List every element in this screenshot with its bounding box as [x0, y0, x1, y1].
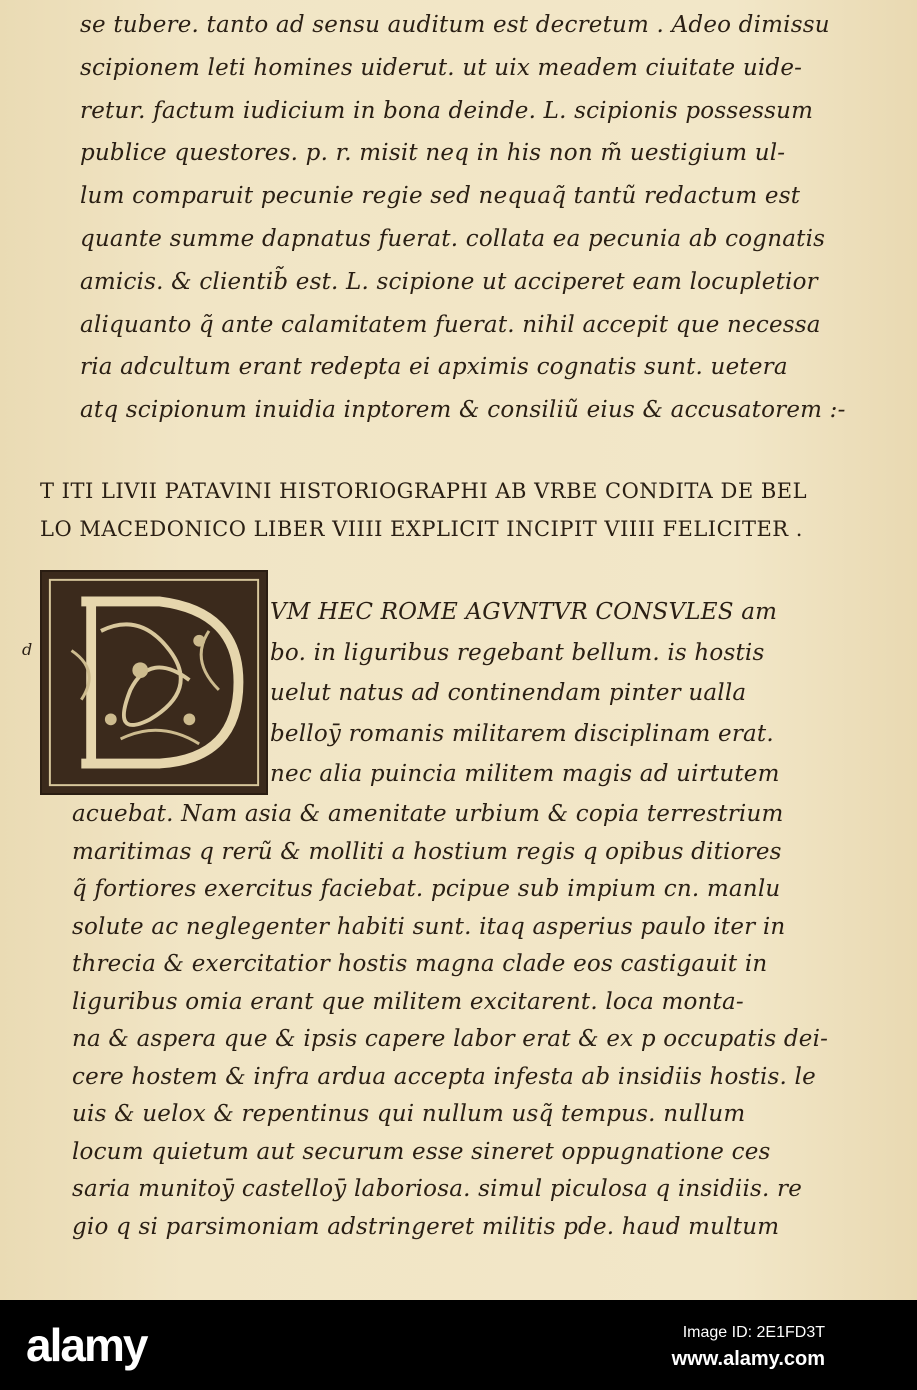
text-line: acuebat. Nam asia & amenitate urbium & copia terrestrium [72, 801, 784, 827]
text-line: na & aspera que & ipsis capere labor erat & ex p occupatis dei- [72, 1026, 829, 1052]
text-line: solute ac neglegenter habiti sunt. itaq asperius paulo iter in [72, 913, 786, 940]
text-line: ria adcultum erant redepta ei apximis cognatis sunt. uetera [80, 354, 788, 381]
text-block-beside-initial [270, 592, 850, 795]
text-line: uis & uelox & repentinus qui nullum usq̃ tempus. nullum [72, 1101, 746, 1127]
text-block-top [80, 4, 850, 432]
text-line: quante summe dapnatus fuerat. collata ea pecunia ab cognatis [80, 225, 826, 252]
text-line: q̃ fortiores exercitus faciebat. pcipue sub impium cn. manlu [72, 876, 781, 902]
text-line: bo. in liguribus regebant bellum. is hostis [270, 639, 765, 666]
initial-ornament-icon [42, 572, 266, 793]
illuminated-initial-d [40, 570, 268, 795]
text-line: liguribus omia erant que militem excitarent. loca monta- [72, 988, 744, 1015]
text-line: uelut natus ad continendam pinter ualla [270, 680, 747, 706]
heading-line: T ITI LIVII PATAVINI HISTORIOGRAPHI AB VRBE CONDITA DE BEL [40, 479, 808, 503]
text-line: locum quietum aut securum esse sineret oppugnatione ces [72, 1138, 771, 1165]
text-line: lum comparuit pecunie regie sed nequaq̃ tantũ redactum est [80, 183, 801, 210]
website-link: www.alamy.com [671, 1348, 825, 1370]
text-line: cere hostem & infra ardua accepta infesta ab insidiis hostis. le [72, 1063, 816, 1090]
margin-note: d [22, 640, 33, 659]
book-heading [40, 472, 870, 548]
text-line: aliquanto q̃ ante calamitatem fuerat. nihil accepit que necessa [80, 311, 821, 338]
text-line: atq scipionum inuidia inptorem & consiliũ eius & accusatorem :- [80, 397, 846, 424]
text-line: nec alia puincia militem magis ad uirtutem [270, 761, 780, 787]
text-line: saria munitoȳ castelloȳ laboriosa. simul piculosa q insidiis. re [72, 1176, 803, 1202]
text-line: retur. factum iudicium in bona deinde. L. scipionis possessum [80, 97, 814, 124]
text-line: maritimas q rerũ & molliti a hostium regis q opibus ditiores [72, 838, 782, 865]
text-line: scipionem leti homines uiderut. ut uix meadem ciuitate uide- [80, 54, 803, 81]
alamy-logo: alamy [26, 1319, 147, 1371]
text-line: publice questores. p. r. misit neq in his non m̃ uestigium ul- [80, 140, 786, 167]
text-line: threcia & exercitatior hostis magna clade eos castigauit in [72, 951, 768, 977]
text-line: amicis. & clientib̃ est. L. scipione ut acciperet eam locupletior [80, 268, 818, 295]
image-id: Image ID: 2E1FD3T [682, 1324, 825, 1341]
text-line: belloȳ romanis militarem disciplinam erat. [270, 720, 774, 747]
text-line: se tubere. tanto ad sensu auditum est decretum . Adeo dimissu [80, 12, 830, 38]
heading-line: LO MACEDONICO LIBER VIIII EXPLICIT INCIPIT VIIII FELICITER . [40, 517, 803, 541]
watermark-footer [0, 1300, 917, 1390]
text-line: VM HEC ROME AGVNTVR CONSVLES am [270, 599, 778, 625]
text-line: gio q si parsimoniam adstringeret militis pde. haud multum [72, 1213, 780, 1240]
text-block-bottom [72, 796, 862, 1246]
